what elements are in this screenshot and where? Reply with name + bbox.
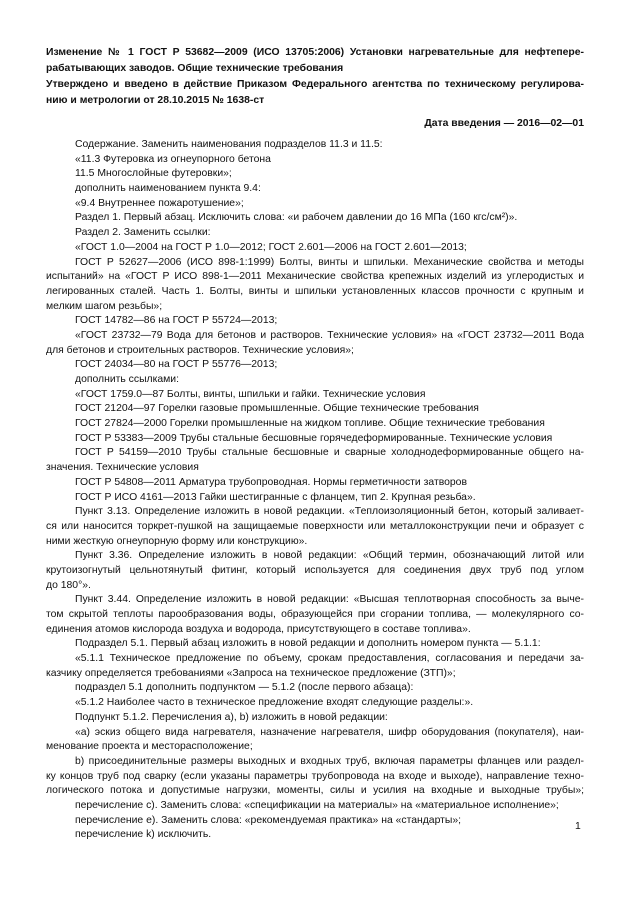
body-text-line: 11.5 Многослойные футеровки»; [75,168,232,180]
document-header [46,45,584,132]
body-text-line: для бетонов и строительных растворов. Технические условия»; [46,344,354,356]
body-text-line: легированных сталей. Часть 1. Болты, винты и шпильки установленных классов прочности с крупным и [46,285,584,297]
body-text-line: казчику определяется требованиями «Запроса на техническое предложение (ЗТП)»; [46,667,456,679]
body-text-line: Пункт 3.44. Определение изложить в новой редакции: «Высшая теплотворная способность за вычe- [75,594,584,606]
body-text-line: ГОСТ Р 53383—2009 Трубы стальные бесшовные горячедеформированные. Технические условия [75,432,553,444]
body-text-line: ся или наносится торкрет-пушкой на защищаемые поверхности или металлоконструкции печи и образует с [46,520,584,532]
body-text-line: «ГОСТ 1.0—2004 на ГОСТ Р 1.0—2012; ГОСТ 2.601—2006 на ГОСТ 2.601—2013; [75,241,467,253]
body-text-line: подраздел 5.1 дополнить подпунктом — 5.1.2 (после первого абзаца): [75,682,414,694]
amendment-body [46,138,584,843]
body-text-line: мелким шагом резьбы»; [46,300,163,312]
body-text-line: «ГОСТ 23732—79 Вода для бетонов и растворов. Технические условия» на «ГОСТ 23732—2011 Вода [75,329,584,341]
body-text-line: перечисление k) исключить. [75,829,212,841]
body-text-line: ГОСТ Р 54808—2011 Арматура трубопроводная. Нормы герметичности затворов [75,476,467,488]
body-text-line: значения. Технические условия [46,462,199,474]
body-text-line: Пункт 3.13. Определение изложить в новой редакции. «Теплоизоляционный бетон, который заливает- [75,506,584,518]
body-text-line: Подраздел 5.1. Первый абзац изложить в новой редакции и дополнить номером пункта — 5.1.1: [75,638,541,650]
body-text-line: «9.4 Внутреннее пожаротушение»; [75,197,244,209]
body-text-line: Раздел 2. Заменить ссылки: [75,227,211,239]
body-text-line: дополнить наименованием пункта 9.4: [75,183,261,195]
introduction-date: Дата введения — 2016—02—01 [424,118,584,129]
body-text-line: Подпункт 5.1.2. Перечисления а), b) изложить в новой редакции: [75,711,388,723]
body-text-line: ними жесткую огнеупорную форму или конструкцию». [46,535,308,547]
body-text-line: ГОСТ 24034—80 на ГОСТ Р 55776—2013; [75,359,278,371]
body-text-line: испытаний» на «ГОСТ Р ИСО 898-1—2011 Механические свойства крепежных изделий из углеродистых и [46,271,584,283]
body-text-line: «5.1.1 Техническое предложение по объему, срокам предоставления, согласования и передачи за- [75,653,584,665]
page-number: 1 [575,821,581,832]
body-text-line: дополнить ссылками: [75,374,179,385]
body-text-line: том скрытой теплоты парообразования воды, образующейся при сгорании топлива, — молекулярного со- [46,609,584,620]
body-text-line: Содержание. Заменить наименования подразделов 11.3 и 11.5: [75,139,383,150]
body-text-line: «ГОСТ 1759.0—87 Болты, винты, шпильки и гайки. Технические условия [75,388,426,400]
body-text-line: единения атомов кислорода воздуха и водорода, присутствующего в составе топлива». [46,623,471,635]
amendment-title-line-1: Изменение № 1 ГОСТ Р 53682—2009 (ИСО 13705:2006) Установки нагревательные для нефтепере- [46,47,584,58]
body-text-line: ГОСТ 27824—2000 Горелки промышленные на жидком топливе. Общие технические требования [75,418,545,430]
body-text-line: ГОСТ 21204—97 Горелки газовые промышленные. Общие технические требования [75,403,479,415]
body-text-line: ГОСТ Р 54159—2010 Трубы стальные бесшовные и сварные холоднодеформированные общего на- [75,447,584,459]
body-text-line: перечисление с). Заменить слова: «спецификации на материалы» на «материальное исполнение»; [75,799,559,811]
body-text-line: «5.1.2 Наиболее часто в техническое предложение входят следующие разделы:». [75,697,474,709]
body-text-line: ГОСТ 14782—86 на ГОСТ Р 55724—2013; [75,315,278,327]
body-text-line: менование проекта и месторасположение; [46,741,253,753]
body-text-line: ку концов труб под сварку (если указаны параметры трубопровода на входе и выходе), направление техно- [46,770,584,782]
body-text-line: перечисление е). Заменить слова: «рекомендуемая практика» на «стандарты»; [75,814,462,826]
body-text-line: Пункт 3.36. Определение изложить в новой редакции: «Общий термин, обозначающий литой или [75,550,584,562]
body-text-line: Раздел 1. Первый абзац. Исключить слова: «и рабочем давлении до 16 МПа (160 кгс/см²)». [75,212,518,224]
body-text-line: b) присоединительные размеры выходных и входных труб, включая параметры фланцев или раздел- [75,755,584,767]
body-text-line: «11.3 Футеровка из огнеупорного бетона [75,153,271,165]
approval-line-2: нию и метрологии от 28.10.2015 № 1638-ст [46,95,265,106]
body-text-line: логического потока и допустимые нагрузки, моменты, силы и усилия на входные и выходные трубы»; [46,785,584,797]
approval-line-1: Утверждено и введено в действие Приказом Федерального агентства по техническому регулирова- [46,79,584,90]
body-text-line: крутоизогнутый цельнотянутый фитинг, который используется для соединения двух труб под углом [46,564,584,576]
body-text-line: до 180°». [46,579,91,591]
body-text-line: «а) эскиз общего вида нагревателя, назначение нагревателя, шифр оборудования (покупателя), наи- [75,726,584,738]
amendment-title-line-2: рабатывающих заводов. Общие технические требования [46,63,344,74]
body-text-line: ГОСТ Р 52627—2006 (ИСО 898-1:1999) Болты, винты и шпильки. Механические свойства и методы [75,256,584,268]
body-text-line: ГОСТ Р ИСО 4161—2013 Гайки шестигранные с фланцем, тип 2. Крупная резьба». [75,491,476,503]
